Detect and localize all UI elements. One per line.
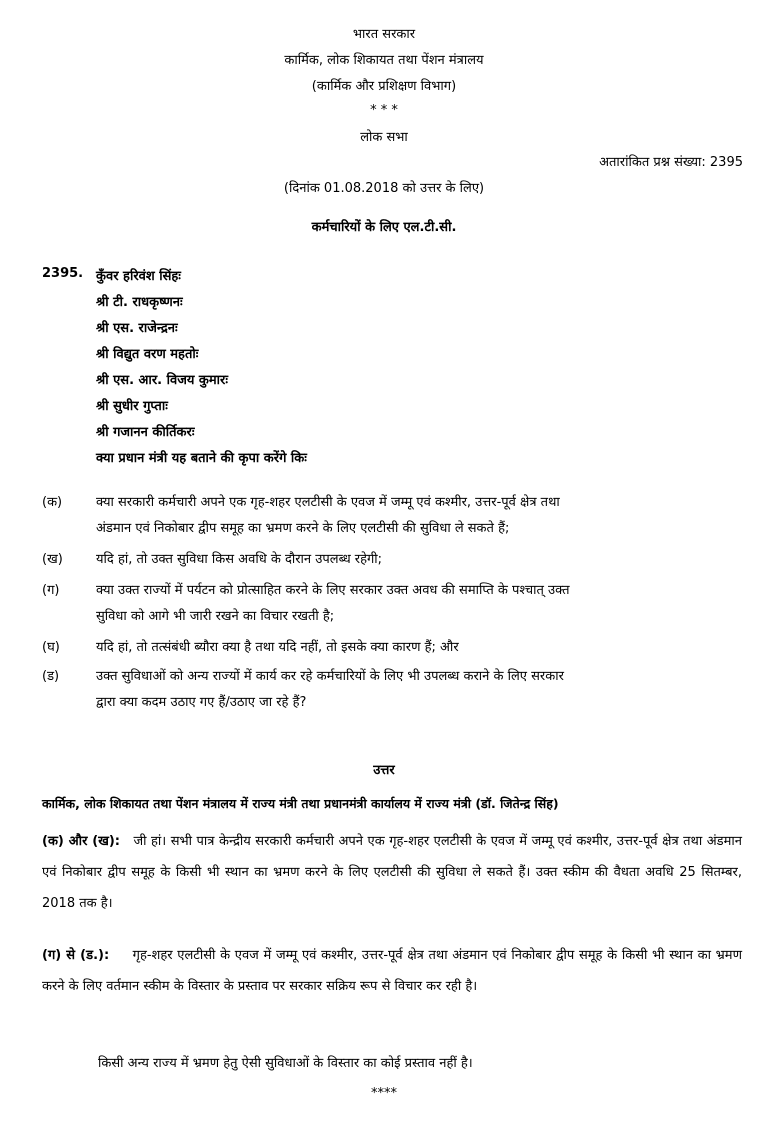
part-text-line: अंडमान एवं निकोबार द्वीप समूह का भ्रमण करने के लिए एलटीसी की सुविधा ले सकते हैं; (96, 521, 510, 536)
member-name: श्री सुधीर गुप्ताः (96, 399, 168, 414)
member-name: श्री एस. आर. विजय कुमारः (96, 373, 228, 388)
answer-date: (दिनांक 01.08.2018 को उत्तर के लिए) (283, 181, 485, 196)
member-name: श्री एस. राजेन्द्रनः (96, 321, 178, 336)
ministry-title: कार्मिक, लोक शिकायत तथा पेंशन मंत्रालय (284, 53, 484, 68)
part-label: (ख) (42, 552, 63, 567)
govt-title: भारत सरकार (352, 27, 416, 42)
member-name: श्री टी. राधकृष्णनः (96, 295, 183, 310)
end-mark: **** (371, 1086, 397, 1101)
member-name: कुँवर हरिवंश सिंहः (96, 269, 181, 284)
answer-label: (ग) से (ड.): (42, 948, 110, 963)
part-label: (ड) (42, 669, 60, 684)
answer-paragraph (42, 826, 742, 919)
part-label: (घ) (42, 640, 60, 655)
answer-text: गृह-शहर एलटीसी के एवज में जम्मू एवं कश्मीर, उत्तर-पूर्व क्षेत्र तथा अंडमान एवं निकोबार द्वीप समूह के किसी भी स्थान का भ्रमण करने के लिए वर्तमान स्कीम के विस्तार के प्रस्ताव पर सरकार सक्रिय रूप से विचार कर रही है। (42, 948, 742, 994)
answer-closing-text: किसी अन्य राज्य में भ्रमण हेतु ऐसी सुविधाओं के विस्तार का कोई प्रस्ताव नहीं है। (98, 1056, 473, 1071)
subject-title: कर्मचारियों के लिए एल.टी.सी. (311, 220, 457, 235)
answer-paragraph (42, 940, 742, 1002)
house-name: लोक सभा (360, 130, 408, 145)
question-intro: क्या प्रधान मंत्री यह बताने की कृपा करेंगे किः (96, 451, 307, 466)
part-text-line: क्या उक्त राज्यों में पर्यटन को प्रोत्साहित करने के लिए सरकार उक्त अवध की समाप्ति के पश्चात् उक्त (96, 583, 570, 598)
part-text-line: क्या सरकारी कर्मचारी अपने एक गृह-शहर एलटीसी के एवज में जम्मू एवं कश्मीर, उत्तर-पूर्व क्षेत्र तथा (96, 495, 560, 510)
part-text-line: यदि हां, तो तत्संबंधी ब्यौरा क्या है तथा यदि नहीं, तो इसके क्या कारण हैं; और (96, 640, 459, 655)
answer-label: (क) और (ख): (42, 834, 120, 849)
part-text-line: द्वारा क्या कदम उठाए गए हैं/उठाए जा रहे हैं? (96, 695, 307, 710)
question-type: अतारांकित प्रश्न संख्या: 2395 (599, 155, 743, 170)
member-name: श्री गजानन कीर्तिकरः (96, 425, 195, 440)
member-name: श्री विद्युत वरण महतोः (96, 347, 199, 362)
part-text-line: सुविधा को आगे भी जारी रखने का विचार रखती है; (96, 609, 335, 624)
minister-line: कार्मिक, लोक शिकायत तथा पेंशन मंत्रालय में राज्य मंत्री तथा प्रधानमंत्री कार्यालय में राज्य मंत्री (डॉ. जितेन्द्र सिंह) (42, 796, 559, 811)
part-text-line: उक्त सुविधाओं को अन्य राज्यों में कार्य कर रहे कर्मचारियों के लिए भी उपलब्ध कराने के लिए सरकार (96, 669, 564, 684)
answer-text: जी हां। सभी पात्र केन्द्रीय सरकारी कर्मचारी अपने एक गृह-शहर एलटीसी के एवज में जम्मू एवं कश्मीर, उत्तर-पूर्व क्षेत्र तथा अंडमान एवं निकोबार द्वीप समूह के किसी भी स्थान का भ्रमण करने के लिए एलटीसी की सुविधा ले सकते हैं। उक्त स्कीम की वैधता अवधि 25 सितम्बर, 2018 तक है। (42, 834, 742, 911)
separator-stars: * * * (370, 103, 398, 118)
part-label: (ग) (42, 583, 60, 598)
department-title: (कार्मिक और प्रशिक्षण विभाग) (311, 79, 457, 94)
question-number: 2395. (42, 266, 84, 281)
part-label: (क) (42, 495, 63, 510)
part-text-line: यदि हां, तो उक्त सुविधा किस अवधि के दौरान उपलब्ध रहेगी; (96, 552, 383, 567)
answer-heading: उत्तर (373, 763, 395, 778)
